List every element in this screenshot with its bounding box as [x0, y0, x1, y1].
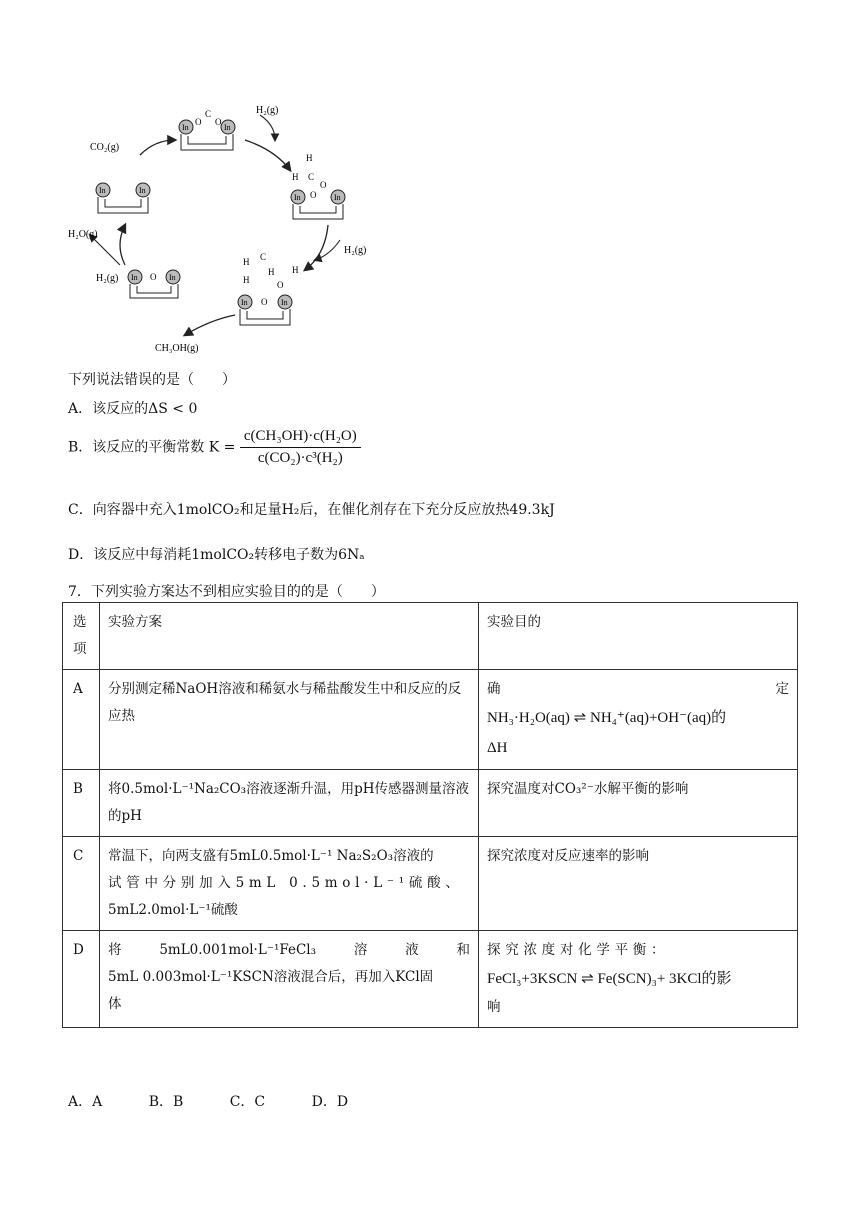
- species-hcoo: [291, 153, 345, 219]
- species-in-o-in: [128, 270, 180, 298]
- row-d-plan-l2: 5mL 0.003mol·L⁻¹KSCN溶液混合后，再加入KCl固: [108, 969, 434, 985]
- catalytic-cycle-diagram: [60, 95, 380, 360]
- q6-option-a: A．该反应的ΔS < 0: [68, 401, 198, 417]
- fraction-denominator: c(CO₂)·c³(H₂): [257, 450, 343, 466]
- row-d-opt: D: [63, 931, 100, 1028]
- svg-text:H: H: [306, 153, 313, 163]
- row-d-goal-l2: FeCl₃+3KSCN ⇌ Fe(SCN)₃+ 3KCl的影: [487, 971, 732, 987]
- label-co2: CO₂(g): [90, 142, 120, 153]
- arrow-4: [185, 315, 235, 335]
- svg-text:C: C: [308, 172, 315, 182]
- row-d-plan-l3: 体: [108, 996, 122, 1012]
- svg-text:H: H: [243, 257, 250, 267]
- q6-option-b-prefix: B．该反应的平衡常数 K =: [68, 439, 236, 456]
- svg-text:H: H: [292, 172, 299, 182]
- row-c-plan-l3: 5mL2.0mol·L⁻¹硫酸: [108, 902, 238, 918]
- svg-text:In: In: [182, 123, 189, 132]
- q6-option-d: D．该反应中每消耗1molCO₂转移电子数为6Nₐ: [68, 547, 365, 563]
- row-d-plan-l1a: 将: [108, 942, 122, 958]
- row-c-opt: C: [63, 837, 100, 931]
- svg-text:In: In: [334, 193, 341, 202]
- label-h2-top: H₂(g): [256, 105, 279, 116]
- fraction-numerator: c(CH₃OH)·c(H₂O): [240, 428, 361, 448]
- row-a-goal-l2: NH₃·H₂O(aq) ⇌ NH₄⁺(aq)+OH⁻(aq)的: [487, 710, 727, 726]
- q6-option-c: C．向容器中充入1molCO₂和足量H₂后，在催化剂存在下充分反应放热49.3kJ: [68, 502, 555, 518]
- row-c-goal: 探究浓度对反应速率的影响: [479, 837, 798, 931]
- svg-text:H: H: [268, 267, 275, 277]
- choice-a: A．A: [68, 1094, 103, 1110]
- row-a-goal-l1a: 确: [487, 681, 501, 697]
- equilibrium-constant-fraction: [240, 428, 361, 467]
- species-co2-ads: [179, 109, 235, 150]
- svg-text:In: In: [99, 186, 106, 195]
- label-h2-left: H₂(g): [96, 273, 119, 284]
- svg-text:In: In: [224, 123, 231, 132]
- arrow-2: [245, 140, 290, 170]
- arrow-1: [140, 140, 175, 155]
- label-h2o: H₂O(g): [68, 229, 98, 240]
- table-row: [63, 670, 798, 770]
- q6-option-b: [68, 428, 361, 467]
- arrow-5: [120, 225, 125, 265]
- row-a-opt: A: [63, 670, 100, 770]
- svg-text:In: In: [241, 298, 248, 307]
- svg-text:In: In: [169, 273, 176, 282]
- q7-choices: [68, 1091, 348, 1111]
- svg-text:In: In: [294, 193, 301, 202]
- q7-table: [62, 602, 798, 1028]
- svg-text:C: C: [205, 109, 212, 119]
- row-d-goal-l3: 响: [487, 999, 501, 1015]
- species-in2: [96, 183, 150, 213]
- row-c-plan: [100, 837, 479, 931]
- svg-text:O: O: [310, 190, 317, 200]
- q7-stem: 7．下列实验方案达不到相应实验目的的是（ ）: [68, 584, 385, 600]
- choice-b: B．B: [148, 1094, 184, 1110]
- svg-text:O: O: [277, 280, 284, 290]
- species-h3co: [238, 252, 299, 325]
- choice-c: C．C: [229, 1094, 266, 1110]
- svg-text:O: O: [195, 117, 202, 127]
- header-goal: 实验目的: [479, 603, 798, 670]
- svg-text:H: H: [292, 265, 299, 275]
- row-d-plan-l1b: 5mL0.001mol·L⁻¹FeCl₃: [159, 942, 317, 958]
- table-row: [63, 837, 798, 931]
- row-b-plan: 将0.5mol·L⁻¹Na₂CO₃溶液逐渐升温，用pH传感器测量溶液的pH: [100, 770, 479, 837]
- svg-text:O: O: [261, 297, 268, 307]
- svg-text:C: C: [260, 252, 267, 262]
- svg-text:O: O: [215, 117, 222, 127]
- row-b-opt: B: [63, 770, 100, 837]
- row-b-goal: 探究温度对CO₃²⁻水解平衡的影响: [479, 770, 798, 837]
- header-opt: 选项: [63, 603, 100, 670]
- svg-text:O: O: [150, 272, 157, 282]
- svg-text:In: In: [139, 186, 146, 195]
- row-d-plan-l1e: 和: [456, 942, 470, 958]
- table-row: [63, 770, 798, 837]
- svg-text:In: In: [281, 298, 288, 307]
- label-h2-right: H₂(g): [344, 245, 367, 256]
- label-ch3oh: CH₃OH(g): [155, 343, 199, 354]
- row-c-plan-l2: 试管中分别加入5mL 0.5mol·L⁻¹硫酸、: [108, 875, 464, 891]
- row-d-goal: [479, 931, 798, 1028]
- svg-text:O: O: [320, 180, 327, 190]
- row-a-goal-l1b: 定: [775, 681, 789, 697]
- row-d-plan-l1d: 液: [405, 942, 419, 958]
- row-c-plan-l1: 常温下，向两支盛有5mL0.5mol·L⁻¹ Na₂S₂O₃溶液的: [108, 848, 434, 864]
- table-header-row: [63, 603, 798, 670]
- q6-stem: 下列说法错误的是（ ）: [68, 372, 236, 388]
- row-d-plan-l1c: 溶: [353, 942, 368, 958]
- row-a-goal-l3: ΔH: [487, 740, 508, 756]
- row-d-plan: [100, 931, 479, 1028]
- row-d-goal-l1: 探究浓度对化学平衡：: [487, 942, 670, 958]
- header-plan: 实验方案: [100, 603, 479, 670]
- row-a-goal: [479, 670, 798, 770]
- svg-text:In: In: [131, 273, 138, 282]
- choice-d: D．D: [311, 1094, 349, 1110]
- svg-text:H: H: [243, 275, 250, 285]
- table-row: [63, 931, 798, 1028]
- arrow-3: [305, 225, 328, 270]
- row-a-plan: 分别测定稀NaOH溶液和稀氨水与稀盐酸发生中和反应的反应热: [100, 670, 479, 770]
